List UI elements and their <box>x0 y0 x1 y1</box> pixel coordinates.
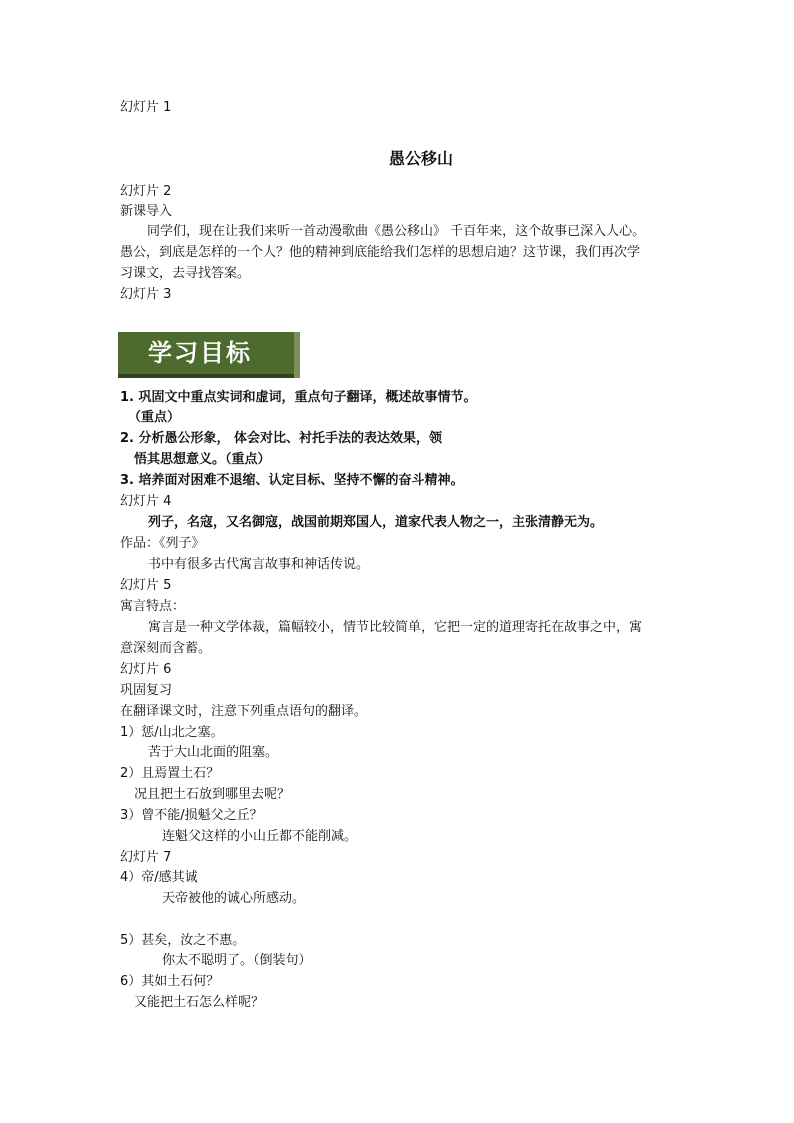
review-question-5: 5）甚矣，汝之不惠。 <box>120 933 246 948</box>
intro-heading: 新课导入 <box>120 204 173 219</box>
review-answer-6: 又能把土石怎么样呢？ <box>134 995 265 1010</box>
document-title: 愚公移山 <box>388 149 453 168</box>
author-intro: 列子，名寇，又名御寇，战国前期郑国人，道家代表人物之一，主张清静无为。 <box>148 515 604 530</box>
review-answer-2: 况且把土石放到哪里去呢？ <box>134 787 291 802</box>
review-heading: 巩固复习 <box>120 683 173 698</box>
review-question-4: 4）帝/感其诚 <box>120 870 198 885</box>
review-question-6: 6）其如土石何？ <box>120 974 220 989</box>
objective-item-1-note: （重点） <box>128 410 181 425</box>
slide-label-6: 幻灯片 6 <box>120 662 172 677</box>
objective-item-2: 2. 分析愚公形象， 体会对比、衬托手法的表达效果，领 <box>120 431 443 446</box>
review-answer-5: 你太不聪明了。（倒装句） <box>162 953 312 968</box>
fable-heading: 寓言特点： <box>120 599 186 614</box>
fable-line-2: 意深刻而含蓄。 <box>120 641 212 656</box>
slide-label-4: 幻灯片 4 <box>120 494 172 509</box>
objective-item-1: 1. 巩固文中重点实词和虚词，重点句子翻译，概述故事情节。 <box>120 390 477 405</box>
slide-label-2: 幻灯片 2 <box>120 184 172 199</box>
review-answer-1: 苦于大山北面的阻塞。 <box>148 745 279 760</box>
review-answer-4: 天帝被他的诚心所感动。 <box>162 891 306 906</box>
objective-item-2-cont: 悟其思想意义。（重点） <box>134 452 271 467</box>
review-question-2: 2）且焉置土石？ <box>120 766 220 781</box>
works-description: 书中有很多古代寓言故事和神话传说。 <box>148 557 370 572</box>
review-question-3: 3）曾不能/损魁父之丘？ <box>120 808 263 823</box>
objectives-banner <box>118 332 294 378</box>
works-label: 作品：《列子》 <box>120 536 205 551</box>
objectives-banner-text: 学习目标 <box>148 339 252 367</box>
fable-line-1: 寓言是一种文学体裁，篇幅较小，情节比较简单，它把一定的道理寄托在故事之中，寓 <box>148 620 643 635</box>
review-question-1: 1）惩/山北之塞。 <box>120 725 224 740</box>
review-instruction: 在翻译课文时，注意下列重点语句的翻译。 <box>120 704 368 719</box>
intro-line-1: 同学们，现在让我们来听一首动漫歌曲《愚公移山》 千百年来，这个故事已深入人心。 <box>147 224 646 239</box>
banner-edge-decoration <box>294 332 300 378</box>
slide-label-1: 幻灯片 1 <box>120 100 172 115</box>
intro-line-2: 愚公，到底是怎样的一个人？他的精神到底能给我们怎样的思想启迪？这节课，我们再次学 <box>120 245 641 260</box>
review-answer-3: 连魁父这样的小山丘都不能削减。 <box>162 829 358 844</box>
slide-label-3: 幻灯片 3 <box>120 287 172 302</box>
intro-line-3: 习课文，去寻找答案。 <box>120 266 251 281</box>
objective-item-3: 3. 培养面对困难不退缩、认定目标、坚持不懈的奋斗精神。 <box>120 473 464 488</box>
slide-label-5: 幻灯片 5 <box>120 578 172 593</box>
slide-label-7: 幻灯片 7 <box>120 850 172 865</box>
